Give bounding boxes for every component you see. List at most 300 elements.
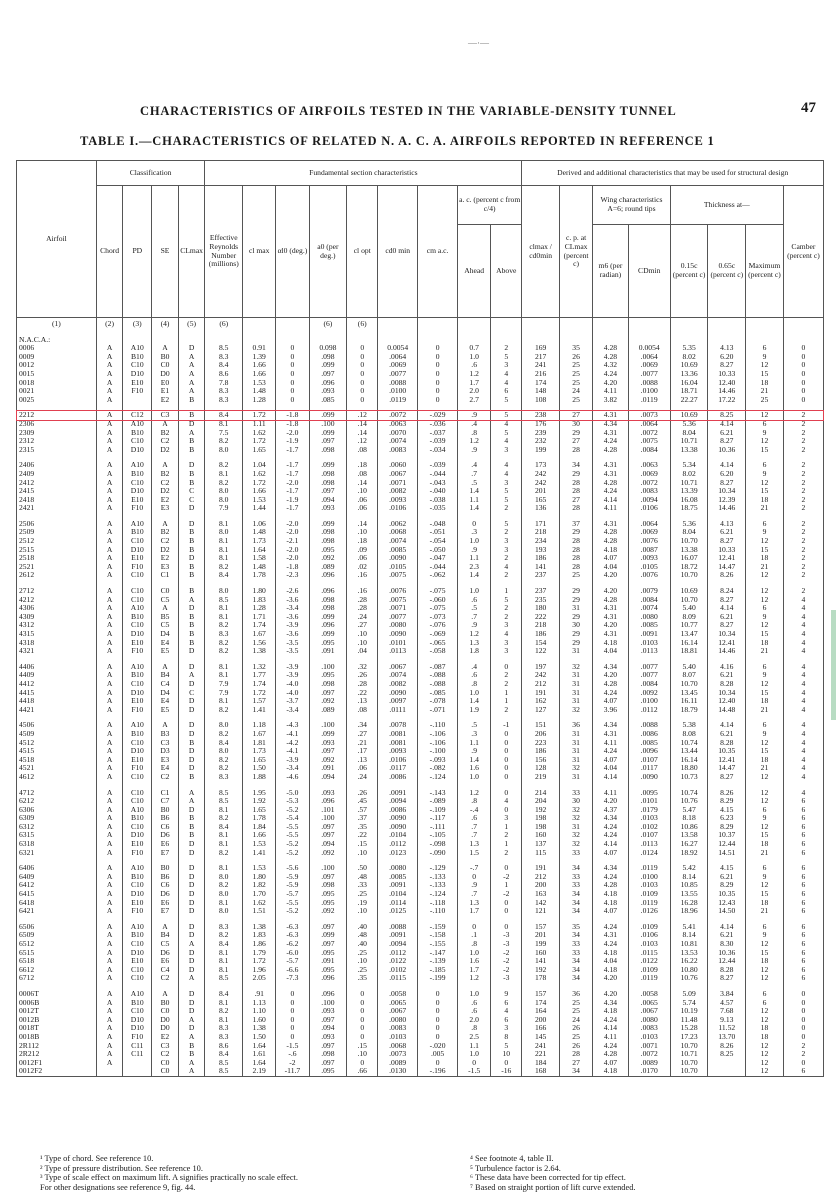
cell-a0l: -1.7: [276, 446, 309, 455]
cell-clc: A: [178, 940, 205, 949]
cell-re: 8.3: [205, 1033, 243, 1042]
cell-tmax: 12: [746, 621, 784, 630]
cell-cdmin: .0084: [628, 446, 670, 455]
cell-a0l: -3.6: [276, 630, 309, 639]
cell-m6: 4.28: [593, 528, 628, 537]
cell-ahead: -.4: [458, 806, 491, 815]
cell-se: B5: [152, 613, 179, 622]
cell-ahead: 1.1: [458, 554, 491, 563]
table-row: [17, 756, 824, 765]
cell-above: 3: [491, 639, 522, 648]
cell-above: 6: [491, 1016, 522, 1025]
cell-t065: 14.46: [708, 504, 746, 513]
cell-t015: 5.40: [670, 663, 708, 672]
cell-camber: 6: [783, 814, 823, 823]
cell-ratio: 157: [522, 923, 560, 932]
cell-above: 1: [491, 697, 522, 706]
spacer-cell: [309, 329, 347, 336]
cell-camber: 4: [783, 680, 823, 689]
cell-cd0: .0068: [378, 1042, 418, 1051]
table-row: [17, 639, 824, 648]
spacer-cell: [347, 714, 378, 721]
header-cp-at: c. p. at CLmax (percent c): [559, 186, 592, 318]
cell-camber: 6: [783, 890, 823, 899]
cell-camber: 4: [783, 689, 823, 698]
cell-m6: 4.31: [593, 604, 628, 613]
cell-ratio: 201: [522, 487, 560, 496]
cell-clc: A: [178, 1016, 205, 1025]
cell-pd: A10: [123, 461, 152, 470]
cell-airfoil: 6509: [17, 931, 97, 940]
cell-above: 6: [491, 999, 522, 1008]
table-row: [17, 773, 824, 782]
cell-clopt: 0: [347, 1059, 378, 1068]
cell-cm: -.036: [418, 420, 458, 429]
cell-cd0: .0071: [378, 479, 418, 488]
cell-pd: C10: [123, 437, 152, 446]
cell-t065: 3.84: [708, 990, 746, 999]
cell-pd: D10: [123, 1024, 152, 1033]
cell-pd: A10: [123, 420, 152, 429]
cell-cd0: .0094: [378, 940, 418, 949]
cell-se: E7: [152, 907, 179, 916]
cell-tmax: 9: [746, 470, 784, 479]
table-row: [17, 990, 824, 999]
cell-ratio: 160: [522, 831, 560, 840]
cell-ahead: .4: [458, 663, 491, 672]
cell-re: 8.3: [205, 353, 243, 362]
spacer-cell: [628, 656, 670, 663]
spacer-cell: [309, 857, 347, 864]
cell-a0l: -2.0: [276, 528, 309, 537]
cell-airfoil: 4509: [17, 730, 97, 739]
cell-clc: D: [178, 1024, 205, 1033]
cell-chord: A: [96, 1007, 123, 1016]
cell-t065: 8.27: [708, 974, 746, 983]
table-row: [17, 697, 824, 706]
cell-clmax: 1.53: [243, 864, 276, 873]
cell-pd: F10: [123, 504, 152, 513]
spacer-cell: [491, 404, 522, 411]
cell-clc: A: [178, 1067, 205, 1076]
cell-re: 8.1: [205, 420, 243, 429]
cell-cp: 35: [559, 344, 592, 353]
cell-cm: -.133: [418, 873, 458, 882]
cell-pd: B10: [123, 999, 152, 1008]
cell-cm: -.039: [418, 437, 458, 446]
spacer-cell: [17, 656, 97, 663]
cell-ratio: 184: [522, 1059, 560, 1068]
spacer-cell: [522, 916, 560, 923]
cell-airfoil: 2418: [17, 496, 97, 505]
cell-cdmin: .0170: [628, 1067, 670, 1076]
cell-t065: 6.21: [708, 528, 746, 537]
cell-tmax: 6: [746, 344, 784, 353]
cell-above: 0: [491, 773, 522, 782]
cell-ahead: 2.0: [458, 1016, 491, 1025]
cell-ahead: 0.7: [458, 344, 491, 353]
cell-m6: 4.18: [593, 546, 628, 555]
cell-cdmin: .0072: [628, 479, 670, 488]
cell-tmax: 12: [746, 411, 784, 420]
cell-pd: B10: [123, 730, 152, 739]
spacer-cell: [783, 782, 823, 789]
table-row: [17, 949, 824, 958]
spacer-cell: [276, 454, 309, 461]
cell-a0l: -2.0: [276, 546, 309, 555]
cell-cp: 35: [559, 923, 592, 932]
spacer-cell: [418, 513, 458, 520]
cell-a0: .095: [309, 949, 347, 958]
cell-chord: A: [96, 461, 123, 470]
table-row: [17, 931, 824, 940]
cell-m6: 3.82: [593, 396, 628, 405]
cell-cp: 34: [559, 461, 592, 470]
cell-t015: 5.35: [670, 344, 708, 353]
cell-se: D3: [152, 747, 179, 756]
cell-chord: A: [96, 949, 123, 958]
cell-pd: F10: [123, 849, 152, 858]
cell-cm: -.110: [418, 907, 458, 916]
cell-ahead: 1.0: [458, 353, 491, 362]
cell-se: D2: [152, 446, 179, 455]
cell-m6: 4.11: [593, 504, 628, 513]
cell-clc: D: [178, 923, 205, 932]
cell-cdmin: .0103: [628, 1033, 670, 1042]
cell-cd0: .0090: [378, 689, 418, 698]
cell-cp: 27: [559, 496, 592, 505]
spacer-cell: [309, 580, 347, 587]
cell-pd: C10: [123, 361, 152, 370]
cell-cdmin: .0100: [628, 387, 670, 396]
cell-re: 8.1: [205, 949, 243, 958]
cell-re: 8.3: [205, 630, 243, 639]
cell-ahead: 0: [458, 873, 491, 882]
cell-t065: 8.30: [708, 940, 746, 949]
cell-a0l: -3.9: [276, 671, 309, 680]
cell-clmax: 1.64: [243, 1059, 276, 1068]
cell-clopt: .22: [347, 689, 378, 698]
spacer-cell: [378, 404, 418, 411]
spacer-cell: [178, 329, 205, 336]
cell-cp: 31: [559, 823, 592, 832]
spacer-cell: [783, 916, 823, 923]
cell-cp: 26: [559, 1024, 592, 1033]
cell-clopt: .25: [347, 966, 378, 975]
cell-a0: .091: [309, 647, 347, 656]
spacer-cell: [152, 916, 179, 923]
cell-t015: 10.86: [670, 823, 708, 832]
cell-cd0: .0104: [378, 831, 418, 840]
cell-clc: A: [178, 596, 205, 605]
cell-chord: A: [96, 739, 123, 748]
cell-chord: A: [96, 446, 123, 455]
cell-chord: A: [96, 528, 123, 537]
cell-se: B0: [152, 864, 179, 873]
cell-clmax: 1.04: [243, 461, 276, 470]
cell-clopt: 0: [347, 361, 378, 370]
cell-chord: A: [96, 680, 123, 689]
cell-chord: A: [96, 344, 123, 353]
cell-t015: 13.45: [670, 689, 708, 698]
spacer-cell: [746, 580, 784, 587]
table-row: [17, 873, 824, 882]
spacer-cell: [243, 857, 276, 864]
cell-clopt: .12: [347, 411, 378, 420]
cell-cp: 34: [559, 907, 592, 916]
cell-clopt: 0: [347, 990, 378, 999]
cell-tmax: 12: [746, 739, 784, 748]
cell-a0: .097: [309, 487, 347, 496]
cell-se: D0: [152, 370, 179, 379]
cell-clc: A: [178, 671, 205, 680]
cell-tmax: 9: [746, 931, 784, 940]
cell-cdmin: .0107: [628, 831, 670, 840]
footnote: For other designations see reference 9, fig. 44.: [40, 1182, 196, 1192]
cell-a0: .096: [309, 571, 347, 580]
spacer-cell: [378, 580, 418, 587]
cell-ratio: 142: [522, 899, 560, 908]
cell-ratio: 141: [522, 563, 560, 572]
cell-a0: .099: [309, 931, 347, 940]
table-row: [17, 379, 824, 388]
cell-se: C3: [152, 1042, 179, 1051]
footnote: ⁴ See footnote 4, table II.: [470, 1154, 554, 1163]
cell-a0l: -2.0: [276, 520, 309, 529]
cell-tmax: 12: [746, 571, 784, 580]
spacer-cell: [708, 454, 746, 461]
cell-cd0: .0093: [378, 496, 418, 505]
spacer-cell: [458, 656, 491, 663]
spacer-cell: [152, 513, 179, 520]
spacer-cell: [123, 983, 152, 990]
cell-a0: .092: [309, 697, 347, 706]
cell-cm: .005: [418, 1050, 458, 1059]
cell-t015: 8.04: [670, 528, 708, 537]
cell-t065: 6.20: [708, 470, 746, 479]
cell-ratio: 176: [522, 420, 560, 429]
reference-cell: [491, 318, 522, 329]
spacer-cell: [491, 916, 522, 923]
table-row: [17, 849, 824, 858]
cell-chord: A: [96, 411, 123, 420]
cell-clmax: 2.19: [243, 1067, 276, 1076]
cell-cd0: .0080: [378, 864, 418, 873]
reference-cell: [243, 318, 276, 329]
cell-chord: A: [96, 353, 123, 362]
spacer-cell: [17, 983, 97, 990]
cell-clopt: .26: [347, 789, 378, 798]
cell-re: 8.1: [205, 806, 243, 815]
cell-tmax: 15: [746, 689, 784, 698]
cell-se: B2: [152, 470, 179, 479]
cell-t065: 12.43: [708, 899, 746, 908]
cell-tmax: [746, 336, 784, 345]
cell-cm: 0: [418, 990, 458, 999]
cell-a0l: -5.3: [276, 797, 309, 806]
cell-a0: .096: [309, 379, 347, 388]
cell-a0: .097: [309, 831, 347, 840]
table-row: [17, 420, 824, 429]
cell-chord: A: [96, 831, 123, 840]
header-cd-min: CDmin: [628, 225, 670, 318]
table-row: [17, 721, 824, 730]
cell-a0l: -3.7: [276, 697, 309, 706]
cell-camber: 4: [783, 773, 823, 782]
cell-t015: 18.75: [670, 504, 708, 513]
cell-a0l: -3.9: [276, 756, 309, 765]
cell-ahead: 1.4: [458, 756, 491, 765]
cell-clopt: .48: [347, 873, 378, 882]
cell-se: E7: [152, 849, 179, 858]
cell-t015: 18.72: [670, 563, 708, 572]
cell-a0l: -5.5: [276, 823, 309, 832]
cell-pd: [123, 396, 152, 405]
cell-clmax: 1.79: [243, 949, 276, 958]
cell-tmax: 6: [746, 461, 784, 470]
cell-a0: .100: [309, 814, 347, 823]
cell-clc: D: [178, 747, 205, 756]
cell-clopt: .13: [347, 756, 378, 765]
cell-a0l: -4.3: [276, 721, 309, 730]
spacer-cell: [491, 513, 522, 520]
cell-t015: 18.71: [670, 387, 708, 396]
cell-t065: 4.14: [708, 923, 746, 932]
cell-clc: [178, 336, 205, 345]
table-row: [17, 907, 824, 916]
cell-clopt: .16: [347, 587, 378, 596]
cell-a0: .098: [309, 680, 347, 689]
cell-cm: -.034: [418, 446, 458, 455]
cell-pd: B10: [123, 429, 152, 438]
cell-airfoil: 2309: [17, 429, 97, 438]
cell-tmax: 12: [746, 537, 784, 546]
spacer-cell: [458, 782, 491, 789]
cell-t015: 17.23: [670, 1033, 708, 1042]
cell-clmax: 1.48: [243, 387, 276, 396]
cell-ahead: 0: [458, 520, 491, 529]
cell-cdmin: .0109: [628, 890, 670, 899]
cell-cp: 31: [559, 730, 592, 739]
cell-t065: 8.27: [708, 621, 746, 630]
cell-clc: B: [178, 546, 205, 555]
cell-ahead: .8: [458, 1024, 491, 1033]
cell-cp: 34: [559, 890, 592, 899]
spacer-cell: [559, 329, 592, 336]
cell-ahead: 1.0: [458, 537, 491, 546]
cell-tmax: 12: [746, 773, 784, 782]
cell-airfoil: 4412: [17, 680, 97, 689]
cell-cd0: .0086: [378, 806, 418, 815]
cell-t015: 16.04: [670, 379, 708, 388]
cell-chord: A: [96, 479, 123, 488]
cell-pd: F10: [123, 387, 152, 396]
cell-ahead: 1.2: [458, 370, 491, 379]
cell-cdmin: .0085: [628, 739, 670, 748]
table-row: [17, 528, 824, 537]
cell-clopt: .10: [347, 630, 378, 639]
cell-clopt: .14: [347, 420, 378, 429]
cell-a0l: -5.5: [276, 899, 309, 908]
cell-cd0: .0091: [378, 931, 418, 940]
cell-clopt: 0: [347, 396, 378, 405]
cell-tmax: 21: [746, 907, 784, 916]
cell-re: 7.8: [205, 379, 243, 388]
cell-cp: 28: [559, 537, 592, 546]
spacer-cell: [205, 404, 243, 411]
cell-a0l: -6.6: [276, 966, 309, 975]
cell-cm: -.065: [418, 639, 458, 648]
table-row: [17, 336, 824, 345]
cell-clc: C: [178, 487, 205, 496]
cell-pd: E10: [123, 957, 152, 966]
cell-tmax: 12: [746, 823, 784, 832]
cell-airfoil: 6412: [17, 881, 97, 890]
spacer-cell: [378, 916, 418, 923]
cell-pd: E10: [123, 840, 152, 849]
cell-cdmin: .0077: [628, 663, 670, 672]
cell-chord: A: [96, 899, 123, 908]
spacer-cell: [491, 983, 522, 990]
cell-cdmin: .0076: [628, 537, 670, 546]
spacer-cell: [522, 714, 560, 721]
spacer-cell: [96, 782, 123, 789]
cell-clc: D: [178, 706, 205, 715]
cell-clc: D: [178, 806, 205, 815]
cell-re: 8.2: [205, 647, 243, 656]
cell-ahead: .1: [458, 931, 491, 940]
cell-ratio: 206: [522, 730, 560, 739]
cell-pd: B10: [123, 931, 152, 940]
cell-above: 3: [491, 647, 522, 656]
cell-pd: C10: [123, 881, 152, 890]
cell-re: 7.5: [205, 429, 243, 438]
cell-tmax: 6: [746, 923, 784, 932]
cell-ahead: 1.0: [458, 990, 491, 999]
cell-chord: A: [96, 420, 123, 429]
cell-se: C2: [152, 974, 179, 983]
cell-ratio: 201: [522, 931, 560, 940]
cell-above: 0: [491, 764, 522, 773]
spacer-cell: [458, 329, 491, 336]
cell-cdmin: .0100: [628, 697, 670, 706]
cell-airfoil: 6515: [17, 949, 97, 958]
cell-above: -2: [491, 890, 522, 899]
cell-t065: 8.27: [708, 537, 746, 546]
cell-camber: 4: [783, 671, 823, 680]
cell-clopt: .14: [347, 429, 378, 438]
cell-a0l: 0: [276, 999, 309, 1008]
cell-camber: 2: [783, 504, 823, 513]
cell-clmax: 1.13: [243, 999, 276, 1008]
cell-clmax: 1.58: [243, 554, 276, 563]
cell-tmax: 12: [746, 974, 784, 983]
cell-airfoil: 6312: [17, 823, 97, 832]
table-row: [17, 789, 824, 798]
cell-clmax: 1.60: [243, 1016, 276, 1025]
cell-m6: 4.24: [593, 689, 628, 698]
cell-clc: D: [178, 949, 205, 958]
cell-tmax: 6: [746, 990, 784, 999]
cell-cdmin: .0087: [628, 546, 670, 555]
cell-clc: A: [178, 429, 205, 438]
cell-camber: 0: [783, 396, 823, 405]
cell-re: 8.5: [205, 974, 243, 983]
cell-cp: 27: [559, 411, 592, 420]
table-row: [17, 604, 824, 613]
cell-cm: -.058: [418, 647, 458, 656]
cell-a0: .095: [309, 1067, 347, 1076]
